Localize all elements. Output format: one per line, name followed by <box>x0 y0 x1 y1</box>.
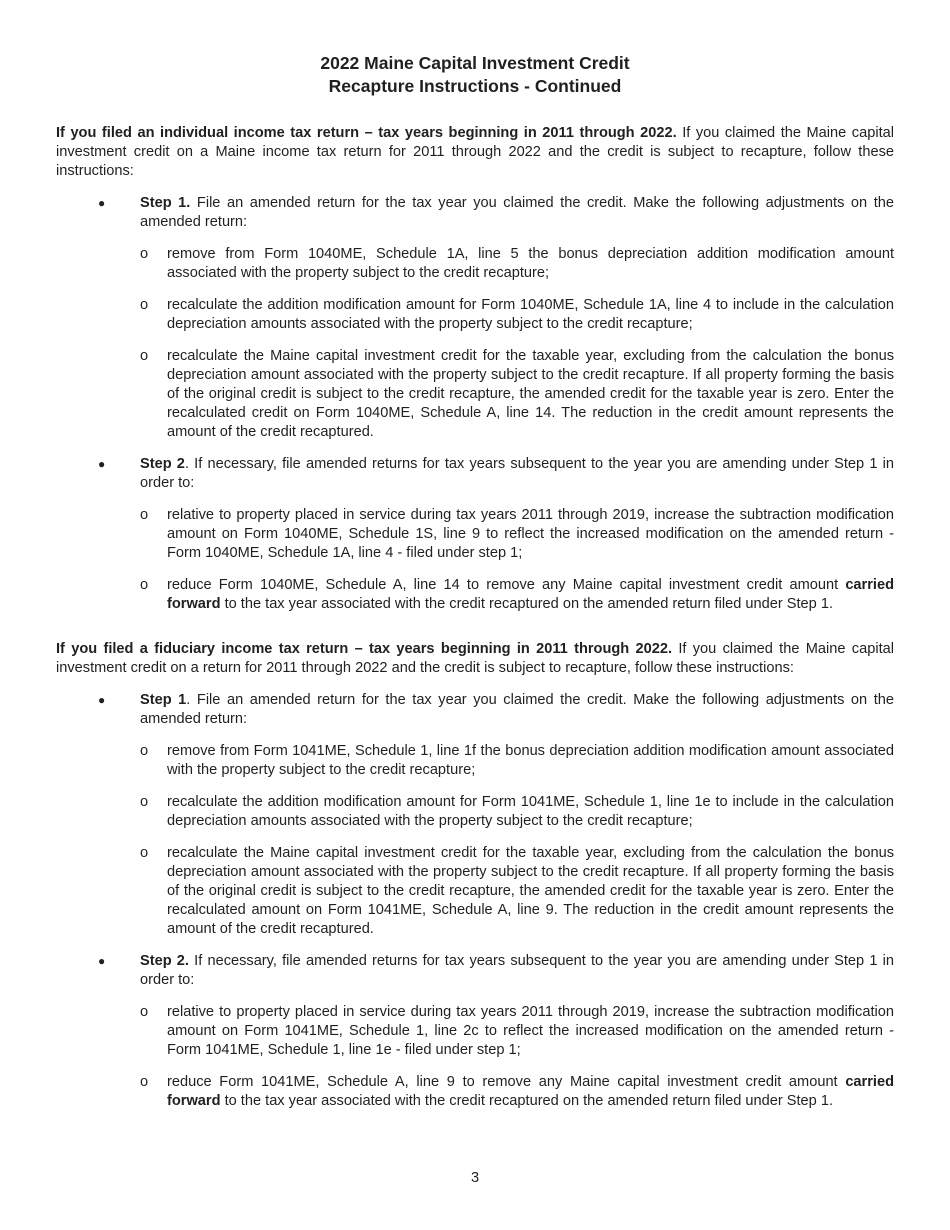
individual-step1-item-3 <box>56 347 894 442</box>
individual-step2-item-2 <box>56 576 894 614</box>
sub-bullet-icon: o <box>140 845 149 861</box>
fiduciary-step1-item-3 <box>56 844 894 939</box>
sub-bullet-icon: o <box>140 297 149 313</box>
list-item-text-pre: reduce Form 1040ME, Schedule A, line 14 to remove any Maine capital investment credit amount <box>167 577 846 593</box>
individual-step1-item-2 <box>56 296 894 334</box>
individual-intro <box>56 124 894 181</box>
fiduciary-intro-heading: If you filed a fiduciary income tax return – tax years beginning in 2011 through 2022. <box>56 641 673 657</box>
list-item-text: remove from Form 1040ME, Schedule 1A, line 5 the bonus depreciation addition modification amount associated with the property subject to the credit recapture; <box>167 246 894 281</box>
fiduciary-step1-text: . File an amended return for the tax year you claimed the credit. Make the following adjustments on the amended return: <box>140 692 894 727</box>
document-page <box>56 52 894 1111</box>
individual-step2-item-1 <box>56 506 894 563</box>
list-item-text: recalculate the Maine capital investment credit for the taxable year, excluding from the calculation the bonus depreciation amount associated with the property subject to the credit recapture. If all property forming the basis of the original credit is subject to the credit recapture, the amended credit for the taxable year is zero. Enter the recalculated credit on Form 1040ME, Schedule A, line 14. The reduction in the credit amount represents the amount of the credit recaptured. <box>167 348 894 440</box>
fiduciary-step1-label: Step 1 <box>140 692 187 708</box>
sub-bullet-icon: o <box>140 1004 149 1020</box>
individual-step2-label: Step 2 <box>140 456 185 472</box>
fiduciary-step1-item-2 <box>56 793 894 831</box>
list-item-text-bold: carried forward <box>167 577 894 612</box>
list-item-text: recalculate the addition modification amount for Form 1041ME, Schedule 1, line 1e to include in the calculation depreciation amounts associated with the property subject to the credit recapture; <box>167 794 894 829</box>
individual-step2 <box>56 455 894 493</box>
list-item-text: remove from Form 1041ME, Schedule 1, line 1f the bonus depreciation addition modification amount associated with the property subject to the credit recapture; <box>167 743 894 778</box>
page-subtitle: Recapture Instructions - Continued <box>328 76 622 96</box>
list-item-text: relative to property placed in service during tax years 2011 through 2019, increase the subtraction modification amount on Form 1041ME, Schedule 1, line 2c to reflect the increased modification on the amended return - Form 1041ME, Schedule 1, line 1e - filed under step 1; <box>167 1004 894 1058</box>
individual-step1-item-1 <box>56 245 894 283</box>
individual-step1-text: File an amended return for the tax year you claimed the credit. Make the following adjustments on the amended return: <box>140 195 894 230</box>
individual-intro-text: If you claimed the Maine capital investment credit on a Maine income tax return for 2011 through 2022 and the credit is subject to recapture, follow these instructions: <box>56 125 894 179</box>
bullet-icon: ● <box>98 457 106 471</box>
individual-step1-label: Step 1. <box>140 195 191 211</box>
list-item-text-post: to the tax year associated with the credit recaptured on the amended return filed under Step 1. <box>220 1093 834 1109</box>
fiduciary-intro-text: If you claimed the Maine capital investment credit on a return for 2011 through 2022 and the credit is subject to recapture, follow these instructions: <box>56 641 894 676</box>
list-item-text-pre: reduce Form 1041ME, Schedule A, line 9 to remove any Maine capital investment credit amount <box>167 1074 846 1090</box>
fiduciary-step2-text: If necessary, file amended returns for tax years subsequent to the year you are amending under Step 1 in order to: <box>140 953 894 988</box>
page-title: 2022 Maine Capital Investment Credit <box>320 53 630 73</box>
list-item-text-post: to the tax year associated with the credit recaptured on the amended return filed under Step 1. <box>220 596 834 612</box>
fiduciary-intro <box>56 640 894 678</box>
bullet-icon: ● <box>98 196 106 210</box>
fiduciary-step1 <box>56 691 894 729</box>
bullet-icon: ● <box>98 693 106 707</box>
fiduciary-step2-item-2 <box>56 1073 894 1111</box>
individual-step2-text: . If necessary, file amended returns for tax years subsequent to the year you are amending under Step 1 in order to: <box>140 456 895 491</box>
page-number: 3 <box>470 1170 480 1186</box>
sub-bullet-icon: o <box>140 1074 149 1090</box>
individual-step1 <box>56 194 894 232</box>
fiduciary-step2 <box>56 952 894 990</box>
sub-bullet-icon: o <box>140 577 149 593</box>
list-item-text: relative to property placed in service during tax years 2011 through 2019, increase the subtraction modification amount on Form 1040ME, Schedule 1S, line 9 to reflect the increased modification on the amended return - Form 1040ME, Schedule 1A, line 4 - filed under step 1; <box>167 507 894 561</box>
list-item-text-bold: carried forward <box>167 1074 894 1109</box>
individual-intro-heading: If you filed an individual income tax return – tax years beginning in 2011 through 2022. <box>56 125 677 141</box>
sub-bullet-icon: o <box>140 348 149 364</box>
sub-bullet-icon: o <box>140 507 149 523</box>
fiduciary-step2-item-1 <box>56 1003 894 1060</box>
bullet-icon: ● <box>98 954 106 968</box>
fiduciary-step1-item-1 <box>56 742 894 780</box>
sub-bullet-icon: o <box>140 794 149 810</box>
list-item-text: recalculate the Maine capital investment credit for the taxable year, excluding from the calculation the bonus depreciation amount associated with the property subject to the credit recapture. If all property forming the basis of the original credit is subject to the credit recapture, the amended credit for the taxable year is zero. Enter the recalculated amount on Form 1041ME, Schedule A, line 9. The reduction in the credit amount represents the amount of the credit recaptured. <box>167 845 894 937</box>
fiduciary-step2-label: Step 2. <box>140 953 189 969</box>
list-item-text: recalculate the addition modification amount for Form 1040ME, Schedule 1A, line 4 to include in the calculation depreciation amounts associated with the property subject to the credit recapture; <box>167 297 894 332</box>
sub-bullet-icon: o <box>140 246 149 262</box>
sub-bullet-icon: o <box>140 743 149 759</box>
